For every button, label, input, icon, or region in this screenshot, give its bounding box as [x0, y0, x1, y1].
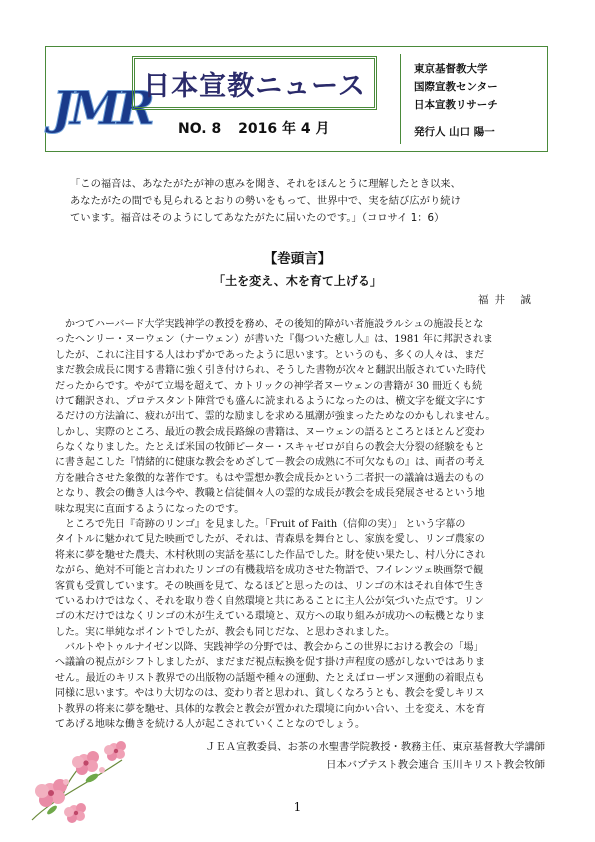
body-line: ながら、絶対不可能と言われたリンゴの有機栽培を成功させた物語で、フイレンツェ映画祭で観 — [55, 565, 484, 577]
body-line: に書き起こした『情緒的に健康な教会をめざして－教会の成熟に不可欠なもの』は、両者の考え — [55, 457, 485, 469]
body-line: 方を融合させた象徴的な著作です。もはや霊想か教会成長かという二者択一の議論は過去のもの — [55, 472, 485, 484]
header-divider — [400, 54, 401, 144]
body-line: ト教界の将来に夢を馳せ、具体的な教会と教会が置かれた環境に向かい合い、土を変え、木を育 — [55, 703, 486, 715]
section-heading: 【巻頭言】 — [263, 251, 332, 267]
body-line: しかし、実際のところ、最近の教会成長路線の書籍は、ヌーウェンの語るところとほとんど変わ — [55, 426, 485, 438]
body-line: まだ教会成長に関する書籍に強く引き付けられ、そうした書物が次々と翻訳出版されていた時代 — [55, 365, 486, 377]
body-line: せん。最近のキリスト教界での出版物の話題や種々の運動、たとえばローザンヌ運動の着眼点も — [55, 672, 485, 684]
body-line: バルトやトゥルナイゼン以降、実践神学の分野では、教会からこの世界における教会の「場」 — [55, 642, 484, 654]
body-line: ているわけではなく、それを取り巻く自然環境と共にあることに主人公が気づいた点です。リン — [55, 595, 484, 607]
body-line: だったからです。やがて立場を超えて、カトリックの神学者ヌーウェンの書籍が 30 冊近くも続 — [55, 380, 483, 392]
body-line: タイトルに魅かれて見た映画でしたが、それは、青森県を舞台とし、家族を愛し、リンゴ農家の — [55, 534, 485, 546]
logo-text: JMR — [52, 81, 151, 135]
body-line: 客賞も受賞しています。その映画を見て、なるほどと思ったのは、リンゴの木はそれ自体で生き — [55, 580, 484, 592]
body-line: 同様に思います。やはり大切なのは、変わり者と思われ、貧しくなろうとも、教会を愛しキリス — [55, 688, 485, 700]
body-line: へ議論の視点がシフトしましたが、まだまだ視点転換を促す掛け声程度の感がしないではありま — [55, 657, 485, 669]
publisher-name: 発行人 山口 陽一 — [414, 126, 495, 138]
issue-line — [178, 118, 378, 138]
body-line: ったヘンリー・ヌーウェン（ナーウェン）が書いた『傷ついた癒し人』は、1981 年に邦訳されま — [55, 334, 493, 346]
scripture-line: ています。福音はそのようにしてあなたがたに届いたのです。」（コロサイ 1：6） — [70, 212, 445, 224]
body-line: らなくなりました。たとえば米国の牧師ピーター・スキャゼロが自らの教会大分裂の経験をもと — [55, 442, 485, 454]
body-line: ゴの木だけではなくリンゴの木が生えている環境と、双方への取り組みが成功への転機となりま — [55, 611, 485, 623]
body-line: るだけの方法論に、疲れが出て、霊的な励ましを求める風潮が強まったためなのかもしれません。 — [55, 411, 496, 423]
signature-line-2: 日本バプテスト教会連合 玉川キリスト教会牧師 — [326, 759, 545, 771]
body-line: 将来に夢を馳せた農夫、木村秋則の実話を基にした作品でした。財を使い果たし、村八分にされ — [55, 549, 485, 561]
issue-date: 2016 年 4 月 — [238, 121, 330, 137]
body-line: した。実に単純なポイントでしたが、教会も同じだな、と思わされました。 — [55, 626, 395, 638]
scripture-line: 「この福音は、あなたがたが神の恵みを聞き、それをほんとうに理解したとき以来、 — [70, 178, 461, 190]
issue-number: NO. 8 — [178, 121, 222, 137]
body-line: ところで先日『奇跡のリンゴ』を見ました。「Fruit of Faith（信仰の実）」 という字幕の — [55, 519, 466, 530]
body-line: かつてハーバード大学実践神学の教授を務め、その後知的障がい者施設ラルシュの施設長とな — [55, 319, 484, 330]
body-line: てあげる地味な働きを続ける人が起こされていくことなのでしょう。 — [55, 719, 365, 730]
jmr-logo — [50, 56, 151, 142]
page-number: 1 — [293, 800, 302, 814]
newsletter-title: 日本宣教ニュース — [143, 70, 366, 102]
body-line: 味な現実に直面するようになったのです。 — [55, 503, 245, 515]
article-title: 「土を変え、木を育て上げる」 — [213, 274, 382, 288]
publisher-org-1: 東京基督教大学 — [414, 63, 488, 75]
scripture-line: あなたがたの間でも見られるとおりの勢いをもって、世界中で、実を結び広がり続け — [70, 195, 461, 207]
body-line: けて翻訳され、プロテスタント陣営でも盛んに読まれるようになったのは、横文字を縦文字にす — [55, 395, 486, 407]
signature-line-1: ＪＥＡ宣教委員、お茶の水聖書学院教授・教務主任、東京基督教大学講師 — [205, 741, 545, 753]
publisher-org-2: 国際宣教センター — [414, 81, 498, 93]
publisher-org-3: 日本宣教リサーチ — [414, 99, 498, 111]
body-line: したが、これに注目する人はわずかであったように思います。というのも、多くの人々は、まだ — [55, 349, 485, 361]
author-name: 福井 誠 — [478, 294, 537, 306]
body-line: となり、教会の働き人は今や、教職と信徒個々人の霊的な成長が教会を成長発展させるという地 — [55, 488, 485, 500]
blossom-3 — [104, 741, 126, 761]
